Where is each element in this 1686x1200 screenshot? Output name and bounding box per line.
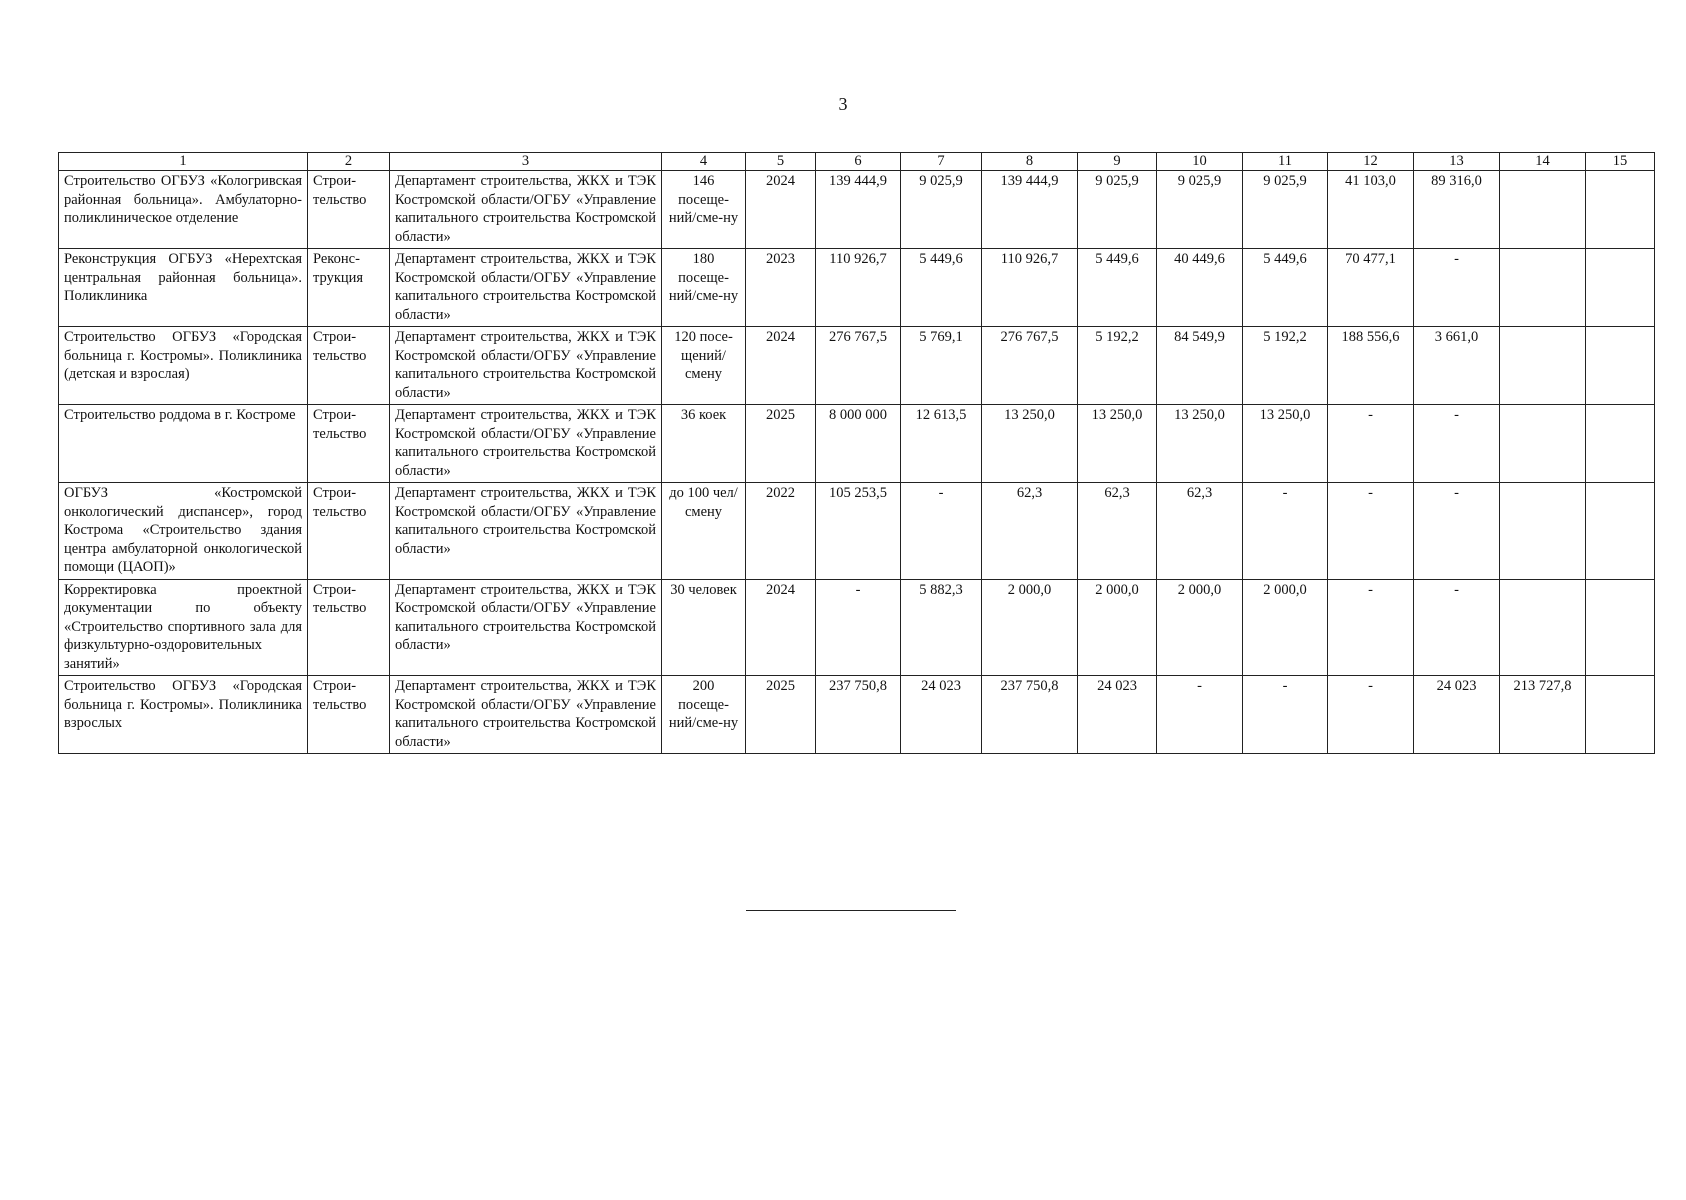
column-header-6: 6 xyxy=(816,153,901,171)
value-cell-11: 5 449,6 xyxy=(1243,249,1328,327)
value-cell-13: 24 023 xyxy=(1414,676,1500,754)
value-cell-15 xyxy=(1586,676,1655,754)
value-cell-7: 5 769,1 xyxy=(901,327,982,405)
value-cell-10: 13 250,0 xyxy=(1157,405,1243,483)
customer-cell: Департамент строительства, ЖКХ и ТЭК Костромской области/ОГБУ «Управление капитального строительства Костромской области» xyxy=(390,327,662,405)
customer-cell: Департамент строительства, ЖКХ и ТЭК Костромской области/ОГБУ «Управление капитального строительства Костромской области» xyxy=(390,405,662,483)
object-name-cell: ОГБУЗ «Костромской онкологический диспансер», город Кострома «Строительство здания центра амбулаторной онкологической помощи (ЦАОП)» xyxy=(59,483,308,580)
value-cell-15 xyxy=(1586,405,1655,483)
column-header-13: 13 xyxy=(1414,153,1500,171)
value-cell-6: 110 926,7 xyxy=(816,249,901,327)
value-cell-12: - xyxy=(1328,405,1414,483)
table-row xyxy=(59,171,1655,249)
capacity-cell: 120 посе-щений/ смену xyxy=(662,327,746,405)
work-type-cell: Строи-тельство xyxy=(308,483,390,580)
work-type-cell: Строи-тельство xyxy=(308,327,390,405)
value-cell-15 xyxy=(1586,327,1655,405)
value-cell-14 xyxy=(1500,483,1586,580)
year-cell: 2025 xyxy=(746,676,816,754)
year-cell: 2025 xyxy=(746,405,816,483)
column-header-9: 9 xyxy=(1078,153,1157,171)
column-header-3: 3 xyxy=(390,153,662,171)
header-row xyxy=(59,153,1655,171)
value-cell-10: 84 549,9 xyxy=(1157,327,1243,405)
value-cell-9: 9 025,9 xyxy=(1078,171,1157,249)
value-cell-6: 276 767,5 xyxy=(816,327,901,405)
value-cell-13: - xyxy=(1414,249,1500,327)
value-cell-9: 5 449,6 xyxy=(1078,249,1157,327)
year-cell: 2023 xyxy=(746,249,816,327)
column-header-8: 8 xyxy=(982,153,1078,171)
value-cell-7: 9 025,9 xyxy=(901,171,982,249)
column-header-1: 1 xyxy=(59,153,308,171)
value-cell-14 xyxy=(1500,405,1586,483)
table-row xyxy=(59,579,1655,676)
customer-cell: Департамент строительства, ЖКХ и ТЭК Костромской области/ОГБУ «Управление капитального строительства Костромской области» xyxy=(390,579,662,676)
customer-cell: Департамент строительства, ЖКХ и ТЭК Костромской области/ОГБУ «Управление капитального строительства Костромской области» xyxy=(390,676,662,754)
work-type-cell: Строи-тельство xyxy=(308,405,390,483)
value-cell-8: 62,3 xyxy=(982,483,1078,580)
value-cell-11: - xyxy=(1243,676,1328,754)
value-cell-7: - xyxy=(901,483,982,580)
value-cell-8: 276 767,5 xyxy=(982,327,1078,405)
column-header-4: 4 xyxy=(662,153,746,171)
column-header-15: 15 xyxy=(1586,153,1655,171)
value-cell-11: 5 192,2 xyxy=(1243,327,1328,405)
value-cell-7: 5 882,3 xyxy=(901,579,982,676)
value-cell-11: - xyxy=(1243,483,1328,580)
object-name-cell: Корректировка проектной документации по объекту «Строительство спортивного зала для физкультурно-оздоровительных занятий» xyxy=(59,579,308,676)
value-cell-15 xyxy=(1586,483,1655,580)
capacity-cell: до 100 чел/ смену xyxy=(662,483,746,580)
value-cell-7: 5 449,6 xyxy=(901,249,982,327)
work-type-cell: Строи-тельство xyxy=(308,171,390,249)
value-cell-6: 237 750,8 xyxy=(816,676,901,754)
value-cell-10: 9 025,9 xyxy=(1157,171,1243,249)
customer-cell: Департамент строительства, ЖКХ и ТЭК Костромской области/ОГБУ «Управление капитального строительства Костромской области» xyxy=(390,249,662,327)
value-cell-15 xyxy=(1586,579,1655,676)
value-cell-6: - xyxy=(816,579,901,676)
column-header-5: 5 xyxy=(746,153,816,171)
value-cell-14 xyxy=(1500,327,1586,405)
table-row xyxy=(59,249,1655,327)
work-type-cell: Строи-тельство xyxy=(308,676,390,754)
object-name-cell: Строительство ОГБУЗ «Городская больница г. Костромы». Поликлиника (детская и взрослая) xyxy=(59,327,308,405)
column-header-14: 14 xyxy=(1500,153,1586,171)
table-row xyxy=(59,405,1655,483)
value-cell-8: 139 444,9 xyxy=(982,171,1078,249)
value-cell-9: 62,3 xyxy=(1078,483,1157,580)
capacity-cell: 200 посеще-ний/сме-ну xyxy=(662,676,746,754)
customer-cell: Департамент строительства, ЖКХ и ТЭК Костромской области/ОГБУ «Управление капитального строительства Костромской области» xyxy=(390,483,662,580)
value-cell-13: - xyxy=(1414,579,1500,676)
value-cell-14: 213 727,8 xyxy=(1500,676,1586,754)
column-header-12: 12 xyxy=(1328,153,1414,171)
year-cell: 2024 xyxy=(746,579,816,676)
value-cell-12: - xyxy=(1328,579,1414,676)
value-cell-14 xyxy=(1500,171,1586,249)
value-cell-6: 8 000 000 xyxy=(816,405,901,483)
value-cell-6: 139 444,9 xyxy=(816,171,901,249)
capacity-cell: 30 человек xyxy=(662,579,746,676)
value-cell-10: 2 000,0 xyxy=(1157,579,1243,676)
value-cell-11: 9 025,9 xyxy=(1243,171,1328,249)
value-cell-13: - xyxy=(1414,483,1500,580)
end-separator-line xyxy=(746,910,956,911)
table-row xyxy=(59,676,1655,754)
column-header-10: 10 xyxy=(1157,153,1243,171)
column-header-11: 11 xyxy=(1243,153,1328,171)
value-cell-12: 70 477,1 xyxy=(1328,249,1414,327)
table-row xyxy=(59,483,1655,580)
work-type-cell: Строи-тельство xyxy=(308,579,390,676)
value-cell-11: 2 000,0 xyxy=(1243,579,1328,676)
value-cell-6: 105 253,5 xyxy=(816,483,901,580)
year-cell: 2024 xyxy=(746,171,816,249)
column-header-2: 2 xyxy=(308,153,390,171)
column-header-7: 7 xyxy=(901,153,982,171)
capacity-cell: 36 коек xyxy=(662,405,746,483)
value-cell-8: 2 000,0 xyxy=(982,579,1078,676)
value-cell-8: 13 250,0 xyxy=(982,405,1078,483)
value-cell-12: 188 556,6 xyxy=(1328,327,1414,405)
value-cell-14 xyxy=(1500,249,1586,327)
value-cell-10: 40 449,6 xyxy=(1157,249,1243,327)
customer-cell: Департамент строительства, ЖКХ и ТЭК Костромской области/ОГБУ «Управление капитального строительства Костромской области» xyxy=(390,171,662,249)
table-row xyxy=(59,327,1655,405)
value-cell-11: 13 250,0 xyxy=(1243,405,1328,483)
value-cell-13: 89 316,0 xyxy=(1414,171,1500,249)
year-cell: 2024 xyxy=(746,327,816,405)
value-cell-13: 3 661,0 xyxy=(1414,327,1500,405)
value-cell-7: 24 023 xyxy=(901,676,982,754)
value-cell-8: 110 926,7 xyxy=(982,249,1078,327)
value-cell-15 xyxy=(1586,249,1655,327)
page-number: 3 xyxy=(838,94,848,114)
object-name-cell: Реконструкция ОГБУЗ «Нерехтская центральная районная больница». Поликлиника xyxy=(59,249,308,327)
value-cell-12: 41 103,0 xyxy=(1328,171,1414,249)
value-cell-14 xyxy=(1500,579,1586,676)
value-cell-7: 12 613,5 xyxy=(901,405,982,483)
work-type-cell: Реконс-трукция xyxy=(308,249,390,327)
capacity-cell: 180 посеще-ний/сме-ну xyxy=(662,249,746,327)
value-cell-9: 5 192,2 xyxy=(1078,327,1157,405)
value-cell-10: - xyxy=(1157,676,1243,754)
year-cell: 2022 xyxy=(746,483,816,580)
object-name-cell: Строительство ОГБУЗ «Кологривская районная больница». Амбулаторно-поликлиническое отделение xyxy=(59,171,308,249)
object-name-cell: Строительство ОГБУЗ «Городская больница г. Костромы». Поликлиника взрослых xyxy=(59,676,308,754)
value-cell-8: 237 750,8 xyxy=(982,676,1078,754)
value-cell-9: 24 023 xyxy=(1078,676,1157,754)
value-cell-12: - xyxy=(1328,676,1414,754)
value-cell-9: 2 000,0 xyxy=(1078,579,1157,676)
value-cell-9: 13 250,0 xyxy=(1078,405,1157,483)
capacity-cell: 146 посеще-ний/сме-ну xyxy=(662,171,746,249)
value-cell-10: 62,3 xyxy=(1157,483,1243,580)
value-cell-15 xyxy=(1586,171,1655,249)
object-name-cell: Строительство роддома в г. Костроме xyxy=(59,405,308,483)
value-cell-12: - xyxy=(1328,483,1414,580)
investment-objects-table xyxy=(58,152,1655,754)
value-cell-13: - xyxy=(1414,405,1500,483)
